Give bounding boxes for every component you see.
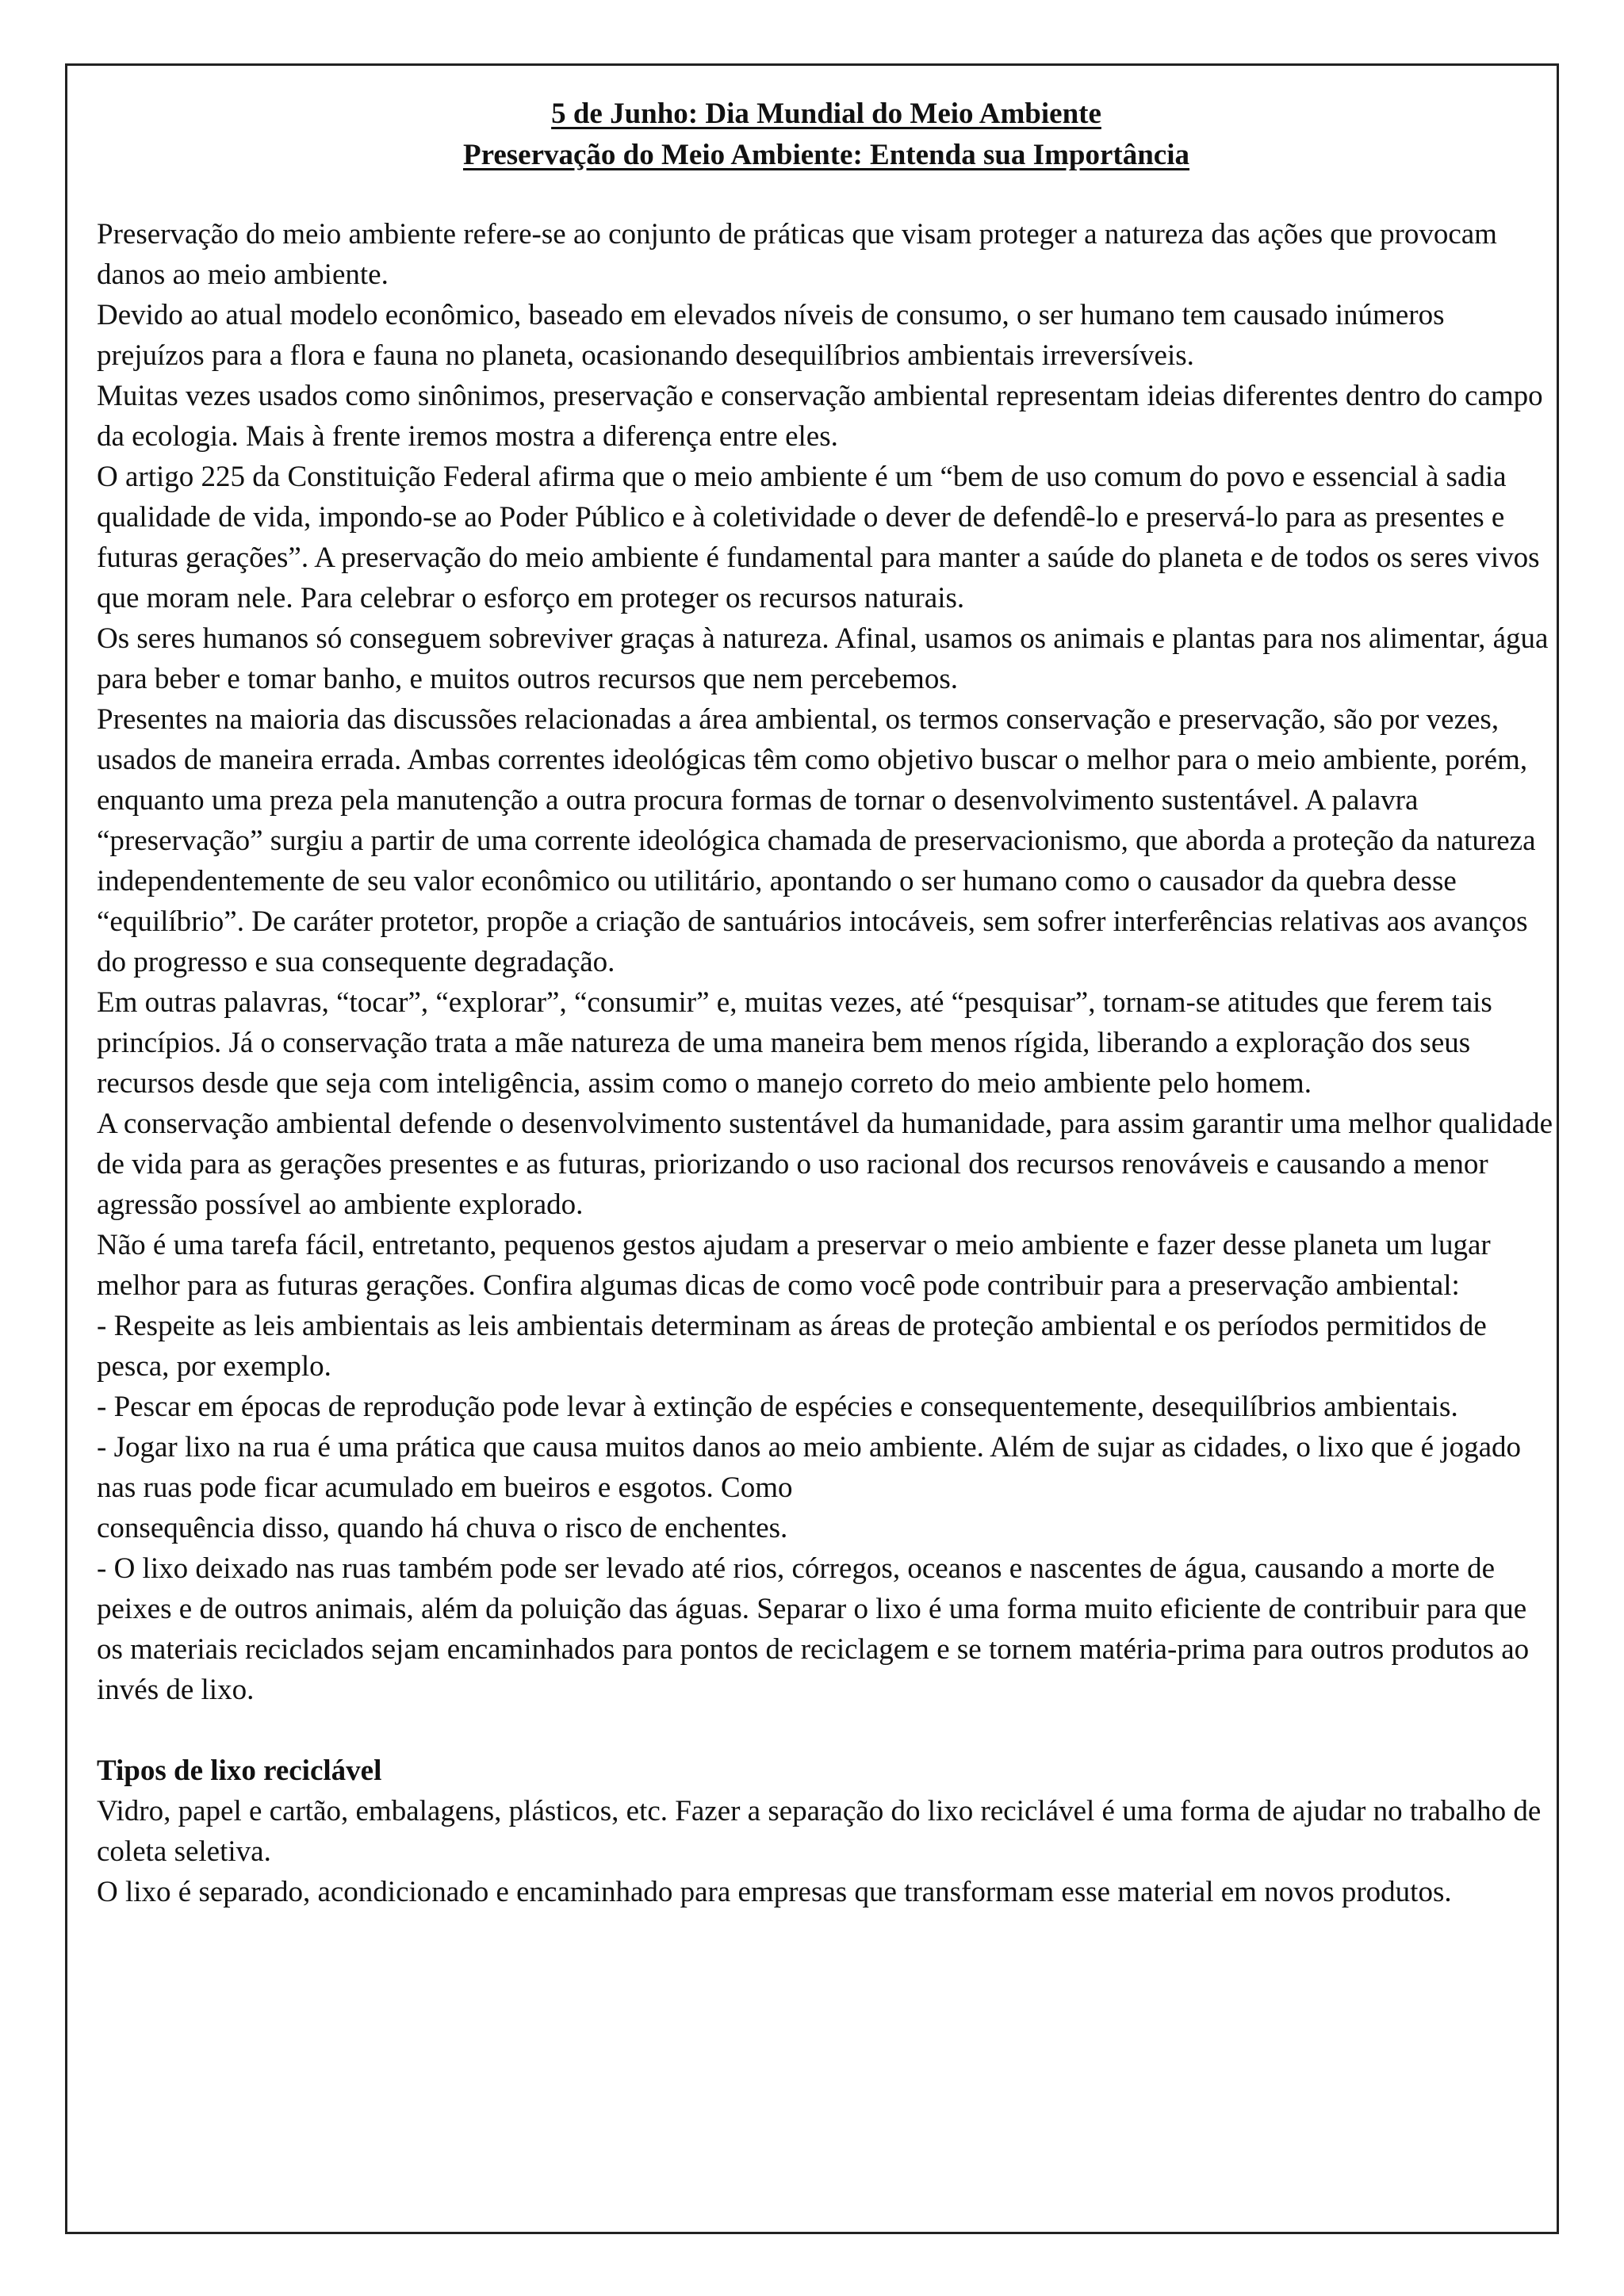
paragraph-9: Não é uma tarefa fácil, entretanto, pequenos gestos ajudam a preservar o meio ambiente e fazer desse planeta um lugar melhor para as futuras gerações. Confira algumas dicas de como você pode contribuir para a preservação ambiental: xyxy=(97,1229,1491,1302)
paragraph-4: O artigo 225 da Constituição Federal afirma que o meio ambiente é um “bem de uso comum do povo e essencial à sadia qualidade de vida, impondo-se ao Poder Público e à coletividade o dever de defendê-lo e preservá-lo para as presentes e futuras gerações”. A preservação do meio ambiente é fundamental para manter a saúde do planeta e de todos os seres vivos que moram nele. Para celebrar o esforço em proteger os recursos naturais. xyxy=(97,461,1540,614)
document-title-line-1: 5 de Junho: Dia Mundial do Meio Ambiente xyxy=(551,98,1101,130)
section-paragraph-2: O lixo é separado, acondicionado e encaminhado para empresas que transformam esse material em novos produtos. xyxy=(97,1876,1452,1908)
tip-item-1: - Respeite as leis ambientais as leis ambientais determinam as áreas de proteção ambiental e os períodos permitidos de pesca, por exemplo. xyxy=(97,1310,1487,1383)
document-body xyxy=(97,214,1556,1912)
paragraph-7: Em outras palavras, “tocar”, “explorar”, “consumir” e, muitas vezes, até “pesquisar”, tornam-se atitudes que ferem tais princípios. Já o conservação trata a mãe natureza de uma maneira bem menos rígida, liberando a exploração dos seus recursos desde que seja com inteligência, assim como o manejo correto do meio ambiente pelo homem. xyxy=(97,986,1492,1100)
paragraph-6: Presentes na maioria das discussões relacionadas a área ambiental, os termos conservação e preservação, são por vezes, usados de maneira errada. Ambas correntes ideológicas têm como objetivo buscar o melhor para o meio ambiente, porém, enquanto uma preza pela manutenção a outra procura formas de tornar o desenvolvimento sustentável. A palavra “preservação” surgiu a partir de uma corrente ideológica chamada de preservacionismo, que aborda a proteção da natureza independentemente de seu valor econômico ou utilitário, apontando o ser humano como o causador da quebra desse “equilíbrio”. De caráter protetor, propõe a criação de santuários intocáveis, sem sofrer interferências relativas aos avanços do progresso e sua consequente degradação. xyxy=(97,703,1536,978)
tip-item-3-continued: consequência disso, quando há chuva o risco de enchentes. xyxy=(97,1512,788,1544)
tip-item-3: - Jogar lixo na rua é uma prática que causa muitos danos ao meio ambiente. Além de sujar as cidades, o lixo que é jogado nas ruas pode ficar acumulado em bueiros e esgotos. Como xyxy=(97,1431,1521,1504)
document-title-line-2: Preservação do Meio Ambiente: Entenda sua Importância xyxy=(462,139,1190,171)
section-paragraph-1: Vidro, papel e cartão, embalagens, plásticos, etc. Fazer a separação do lixo reciclável é uma forma de ajudar no trabalho de coleta seletiva. xyxy=(97,1795,1542,1868)
paragraph-3: Muitas vezes usados como sinônimos, preservação e conservação ambiental representam ideias diferentes dentro do campo da ecologia. Mais à frente iremos mostra a diferença entre eles. xyxy=(97,380,1543,453)
document-content xyxy=(97,94,1556,1912)
paragraph-5: Os seres humanos só conseguem sobreviver graças à natureza. Afinal, usamos os animais e plantas para nos alimentar, água para beber e tomar banho, e muitos outros recursos que nem percebemos. xyxy=(97,622,1549,695)
tip-item-2: - Pescar em épocas de reprodução pode levar à extinção de espécies e consequentemente, desequilíbrios ambientais. xyxy=(97,1391,1458,1423)
paragraph-2: Devido ao atual modelo econômico, baseado em elevados níveis de consumo, o ser humano tem causado inúmeros prejuízos para a flora e fauna no planeta, ocasionando desequilíbrios ambientais irreversíveis. xyxy=(97,299,1445,372)
paragraph-8: A conservação ambiental defende o desenvolvimento sustentável da humanidade, para assim garantir uma melhor qualidade de vida para as gerações presentes e as futuras, priorizando o uso racional dos recursos renováveis e causando a menor agressão possível ao ambiente explorado. xyxy=(97,1108,1553,1221)
paragraph-1: Preservação do meio ambiente refere-se ao conjunto de práticas que visam proteger a natureza das ações que provocam danos ao meio ambiente. xyxy=(97,218,1497,291)
section-heading: Tipos de lixo reciclável xyxy=(97,1755,382,1787)
tip-item-4: - O lixo deixado nas ruas também pode ser levado até rios, córregos, oceanos e nascentes de água, causando a morte de peixes e de outros animais, além da poluição das águas. Separar o lixo é uma forma muito eficiente de contribuir para que os materiais reciclados sejam encaminhados para pontos de reciclagem e se tornem matéria-prima para outros produtos ao invés de lixo. xyxy=(97,1552,1530,1706)
